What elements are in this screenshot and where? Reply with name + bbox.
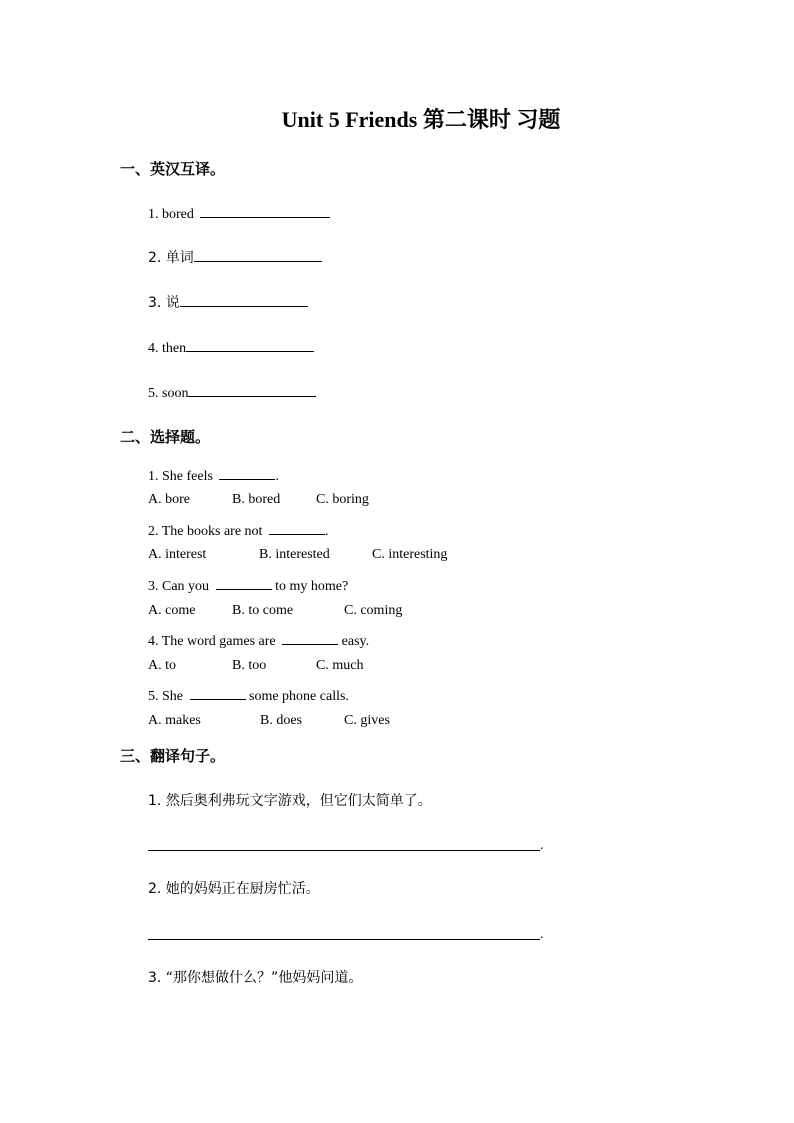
option-b[interactable]: B. too [232, 658, 267, 673]
question-text-before: 3. Can you [148, 579, 213, 594]
answer-line-period: . [540, 838, 544, 853]
choice-options-5 [148, 713, 390, 729]
vocab-item-label: 4. then [148, 341, 187, 356]
answer-blank[interactable] [282, 630, 338, 645]
option-b[interactable]: B. does [260, 713, 302, 728]
answer-blank[interactable] [190, 685, 246, 700]
choice-question-5 [148, 685, 349, 705]
choice-options-3 [148, 603, 402, 619]
answer-blank[interactable] [219, 465, 275, 480]
vocab-item-4 [148, 337, 314, 357]
vocab-item-5 [148, 382, 316, 402]
option-c[interactable]: C. coming [344, 603, 403, 618]
answer-blank[interactable] [188, 382, 316, 397]
question-text-after: easy. [338, 634, 370, 649]
answer-line-period: . [540, 927, 544, 942]
option-a[interactable]: A. makes [148, 713, 201, 728]
option-b[interactable]: B. interested [259, 547, 330, 562]
option-b[interactable]: B. bored [232, 492, 281, 507]
vocab-item-label: 1. bored [148, 207, 194, 222]
vocab-item-1 [148, 203, 330, 223]
option-c[interactable]: C. boring [316, 492, 369, 507]
answer-blank[interactable] [216, 575, 272, 590]
answer-blank[interactable] [186, 337, 314, 352]
choice-options-4 [148, 658, 363, 674]
choice-options-2 [148, 547, 447, 563]
translate-item-2: 2. 她的妈妈正在厨房忙活。 [148, 881, 320, 897]
choice-question-2 [148, 520, 328, 540]
section-heading-choice: 二、选择题。 [120, 428, 211, 446]
question-text-after: some phone calls. [245, 689, 349, 704]
option-a[interactable]: A. to [148, 658, 176, 673]
answer-blank[interactable] [180, 292, 308, 307]
option-c[interactable]: C. interesting [372, 547, 448, 562]
translation-answer-line-1[interactable] [148, 850, 540, 851]
section-heading-vocab: 一、英汉互译。 [120, 160, 226, 178]
translate-item-3: 3. “那你想做什么？”他妈妈问道。 [148, 970, 363, 986]
question-text-before: 5. She [148, 689, 187, 704]
choice-question-1 [148, 465, 279, 485]
vocab-item-3 [148, 292, 308, 312]
choice-question-4 [148, 630, 369, 650]
question-text-before: 2. The books are not [148, 524, 266, 539]
question-text-after: to my home? [271, 579, 349, 594]
translate-item-1: 1. 然后奥利弗玩文字游戏，但它们太简单了。 [148, 793, 432, 809]
answer-blank[interactable] [269, 520, 325, 535]
answer-blank[interactable] [200, 203, 330, 218]
option-a[interactable]: A. come [148, 603, 196, 618]
question-text-before: 1. She feels [148, 469, 217, 484]
option-b[interactable]: B. to come [232, 603, 294, 618]
vocab-item-label: 3. 说 [148, 295, 180, 311]
choice-options-1 [148, 492, 369, 508]
question-text-after: . [324, 524, 329, 539]
vocab-item-label: 2. 单词 [148, 250, 194, 266]
choice-question-3 [148, 575, 348, 595]
vocab-item-label: 5. soon [148, 386, 189, 401]
vocab-item-2 [148, 247, 322, 267]
translation-answer-line-2[interactable] [148, 939, 540, 940]
option-a[interactable]: A. interest [148, 547, 207, 562]
question-text-before: 4. The word games are [148, 634, 280, 649]
option-c[interactable]: C. much [316, 658, 364, 673]
section-heading-translate: 三、翻译句子。 [120, 747, 226, 765]
answer-blank[interactable] [194, 247, 322, 262]
option-a[interactable]: A. bore [148, 492, 190, 507]
option-c[interactable]: C. gives [344, 713, 390, 728]
question-text-after: . [275, 469, 279, 484]
page-title: Unit 5 Friends 第二课时 习题 [281, 107, 561, 132]
